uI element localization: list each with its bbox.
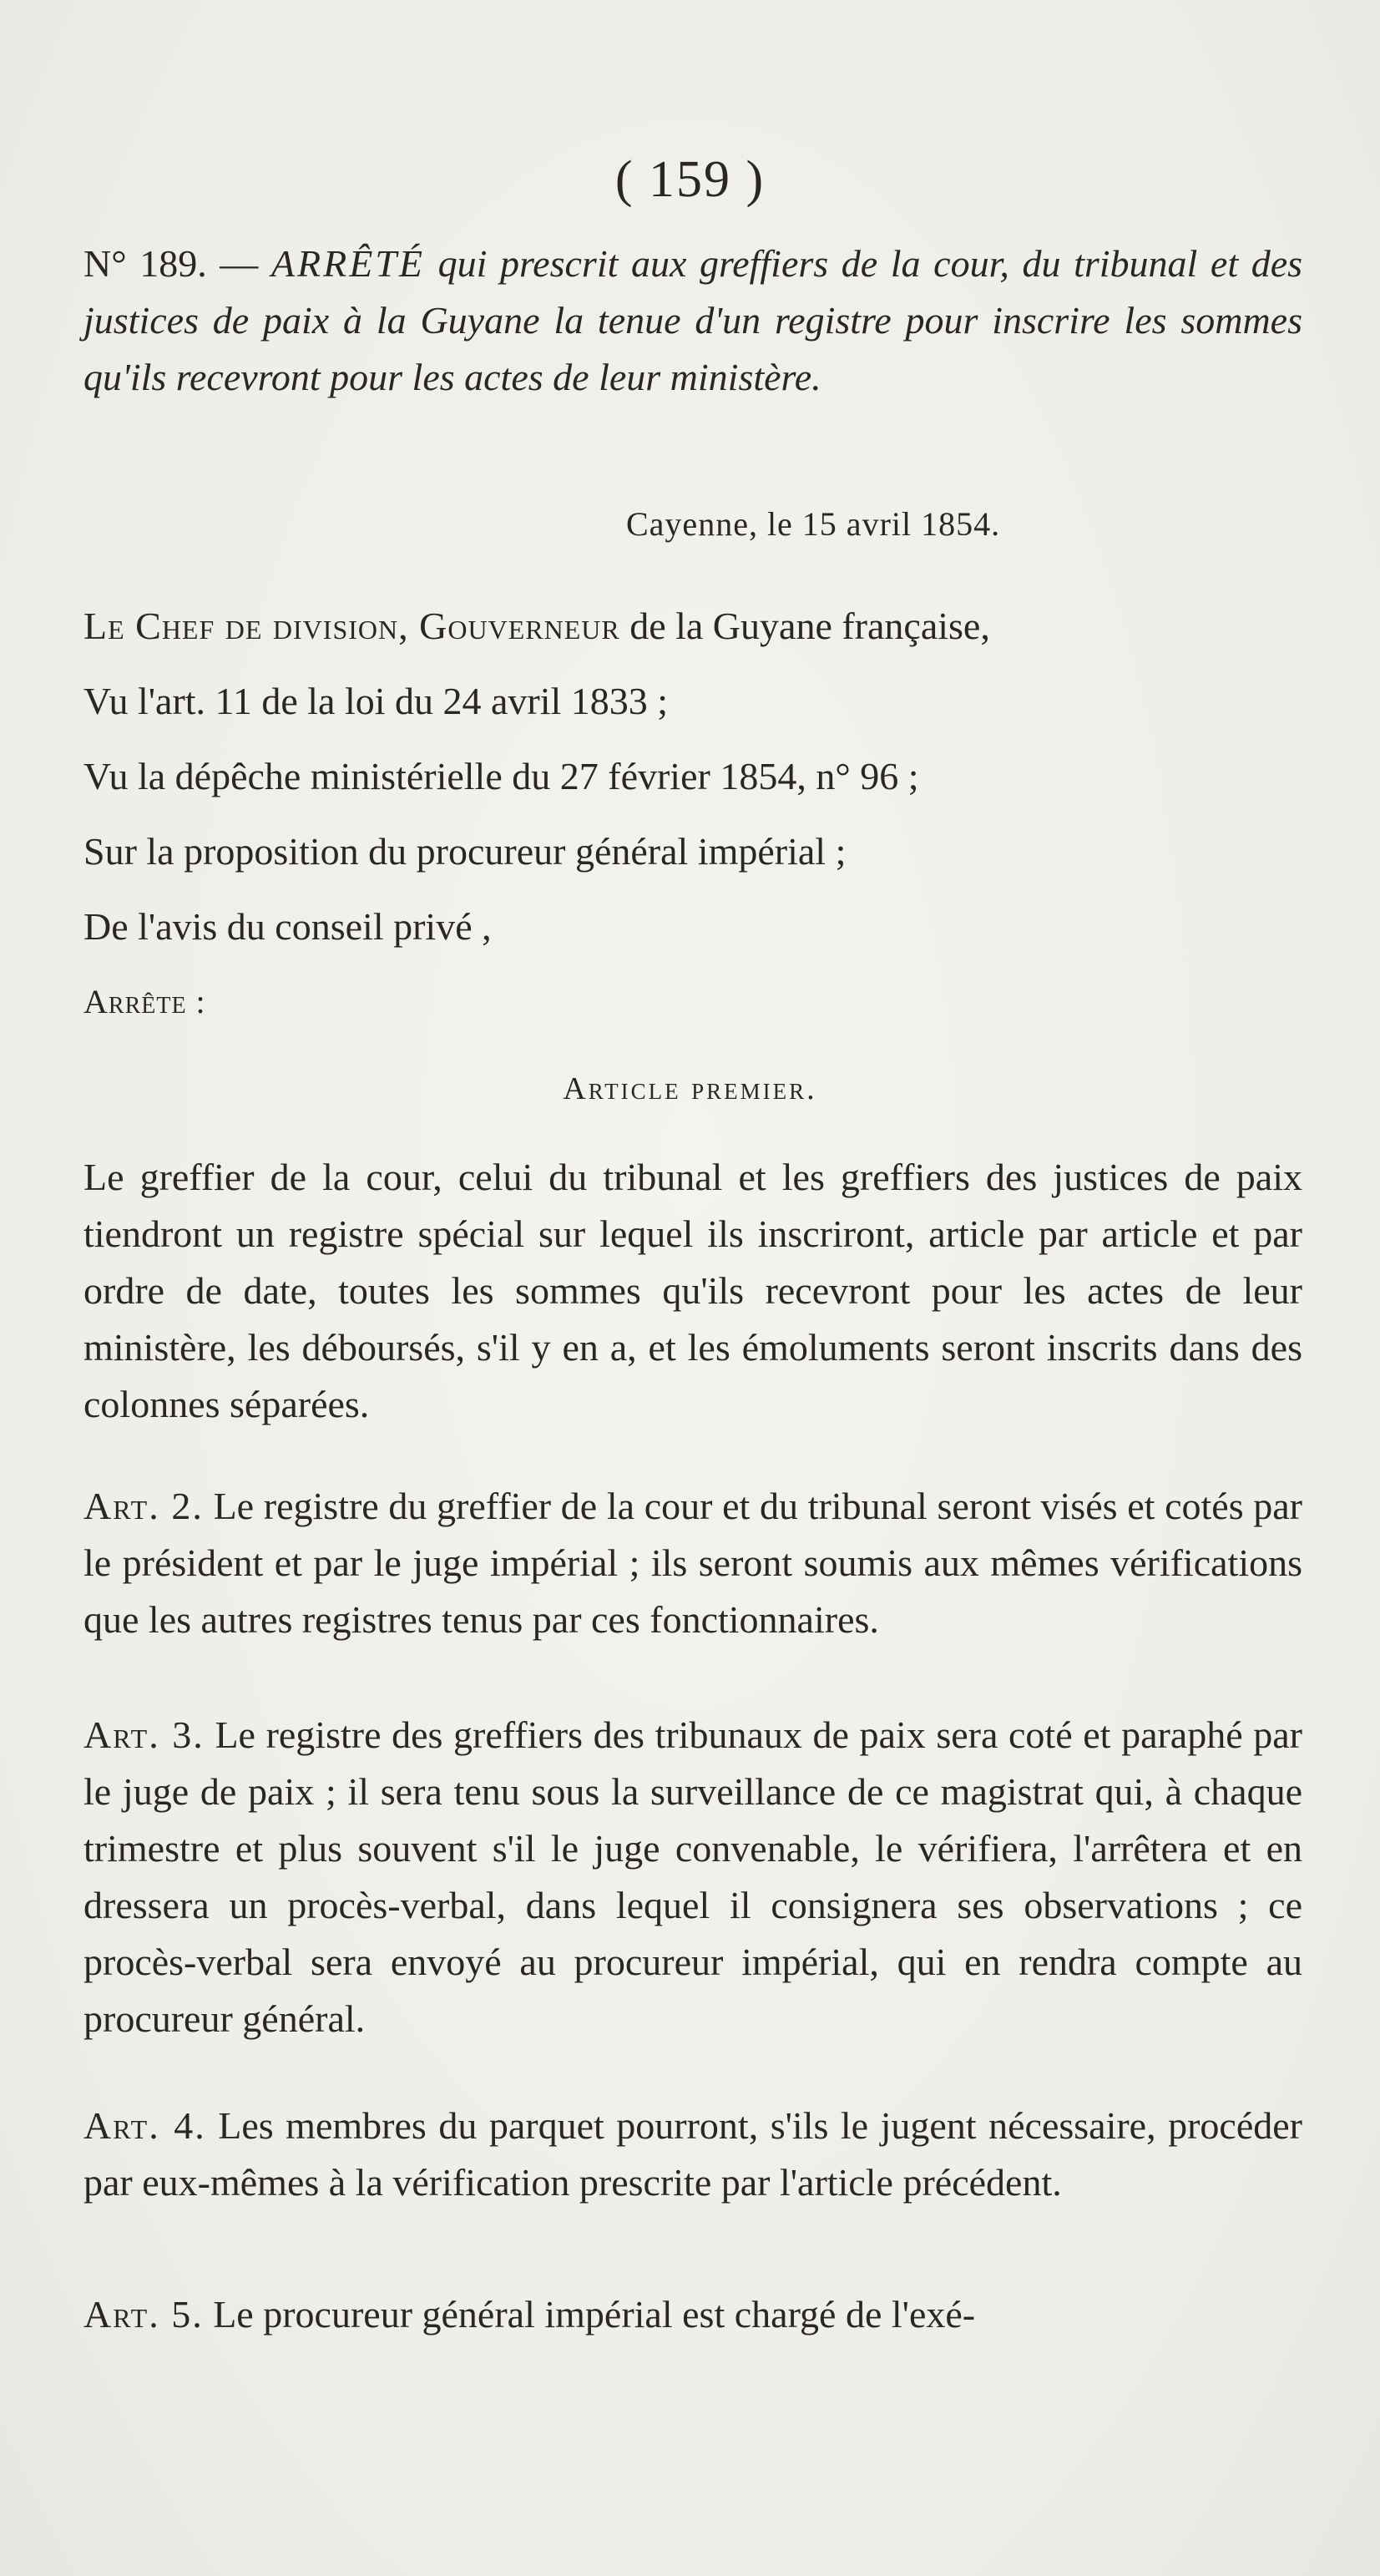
author-rest: de la Guyane française, <box>629 605 990 647</box>
article-3 <box>83 1707 1302 2047</box>
article-2 <box>83 1478 1302 1648</box>
decree-number: N° 189. — <box>83 242 259 285</box>
preamble-arrete: Arrête : <box>83 983 206 1020</box>
article-4-label: Art. 4. <box>83 2104 206 2147</box>
article-5 <box>83 2286 1302 2343</box>
preamble-vu-2: Vu la dépêche ministérielle du 27 février 1854, n° 96 ; <box>83 755 919 797</box>
preamble-vu-1: Vu l'art. 11 de la loi du 24 avril 1833 ; <box>83 680 669 722</box>
article-premier-text: Le greffier de la cour, celui du tribunal et les greffiers des justices de paix tiendront un registre spécial sur lequel ils inscriront, article par article et par ordre de date, toutes les sommes qu'ils recevront pour les actes de leur ministère, les déboursés, s'il y en a, et les émoluments seront inscrits dans des colonnes séparées. <box>83 1156 1302 1425</box>
article-premier-heading: Article premier. <box>563 1071 817 1106</box>
article-4 <box>83 2098 1302 2211</box>
article-3-label: Art. 3. <box>83 1713 205 1756</box>
decree-type: ARRÊTÉ <box>270 242 425 285</box>
preamble-author <box>83 598 1302 655</box>
preamble-avis: De l'avis du conseil privé , <box>83 905 492 948</box>
preamble-proposition: Sur la proposition du procureur général impérial ; <box>83 830 847 873</box>
article-4-text: Les membres du parquet pourront, s'ils le jugent nécessaire, procéder par eux-mêmes à la vérification prescrite par l'article précédent. <box>83 2104 1302 2204</box>
article-3-text: Le registre des greffiers des tribunaux de paix sera coté et paraphé par le juge de paix ; il sera tenu sous la surveillance de ce magistrat qui, à chaque trimestre et plus souvent s'il le juge convenable, le vérifiera, l'arrêtera et en dressera un procès-verbal, dans lequel il consignera ses observations ; ce procès-verbal sera envoyé au procureur impérial, qui en rendra compte au procureur général. <box>83 1713 1302 2040</box>
page-number: ( 159 ) <box>614 151 766 208</box>
article-2-text: Le registre du greffier de la cour et du tribunal seront visés et cotés par le président et par le juge impérial ; ils seront soumis aux mêmes vérifications que les autres registres tenus par ces fonctionnaires. <box>83 1485 1303 1641</box>
article-5-label: Art. 5. <box>83 2293 204 2336</box>
date-line: Cayenne, le 15 avril 1854. <box>626 505 1001 543</box>
article-2-label: Art. 2. <box>83 1485 204 1527</box>
article-5-text: Le procureur général impérial est chargé de l'exé- <box>213 2293 976 2336</box>
decree-title <box>83 235 1302 406</box>
decree-title-text: qui prescrit aux greffiers de la cour, du tribunal et des justices de paix à la Guyane la tenue d'un registre pour inscrire les sommes qu'ils recevront pour les actes de leur ministère. <box>83 242 1303 398</box>
author-title: Le Chef de division, Gouverneur <box>83 605 620 647</box>
